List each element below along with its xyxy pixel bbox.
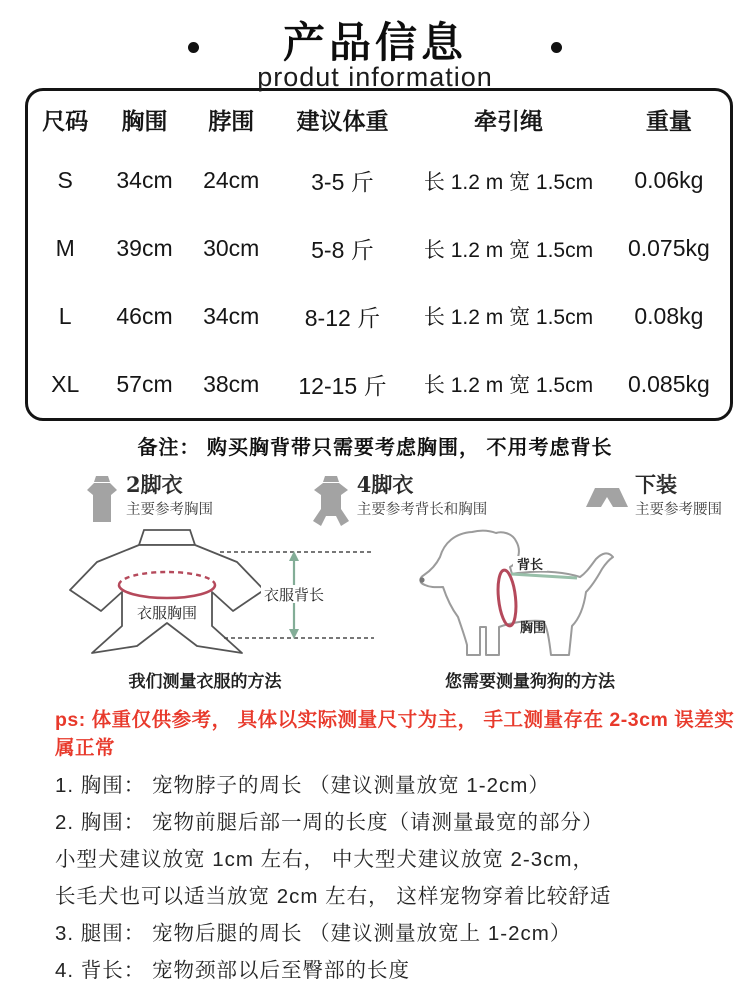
garment-collar	[139, 530, 195, 545]
bottoms-garment-icon	[586, 488, 628, 512]
cell-chest: 57cm	[116, 370, 173, 397]
col-header-neck: 脖围	[208, 107, 255, 134]
table-row-s	[28, 147, 730, 215]
page-header	[0, 0, 750, 93]
measurement-diagrams	[0, 526, 750, 698]
cell-leash: 长 1.2 m 宽 1.5cm	[423, 374, 594, 398]
cell-size: S	[57, 167, 73, 194]
cell-weight-range: 3-5 斤	[311, 169, 374, 196]
measurement-notes	[0, 772, 750, 994]
page-subtitle: produt information	[257, 62, 493, 93]
cell-weight: 0.075kg	[627, 235, 710, 262]
col-header-weight-range: 建议体重	[296, 107, 389, 134]
cell-weight: 0.08kg	[634, 302, 704, 329]
note-line-1: 1. 胸围： 宠物脖子的周长 （建议测量放宽 1-2cm）	[55, 774, 550, 797]
ps-warning-text: ps: 体重仅供参考， 具体以实际测量尺寸为主， 手工测量存在 2-3cm 误差实属正常	[55, 709, 735, 759]
garment-diagram-caption: 我们测量衣服的方法	[128, 672, 282, 692]
note-line-5: 3. 腿围： 宠物后腿的周长 （建议测量放宽上 1-2cm）	[55, 922, 572, 945]
cell-size: L	[58, 302, 72, 329]
note-line-6: 4. 背长： 宠物颈部以后至臀部的长度	[55, 959, 410, 982]
cell-size: XL	[51, 370, 80, 397]
legend-desc: 主要参考腰围	[635, 502, 722, 519]
legend-item-4-leg	[312, 474, 488, 528]
col-header-weight: 重量	[645, 107, 692, 134]
cell-leash: 长 1.2 m 宽 1.5cm	[423, 306, 594, 330]
table-row-m	[28, 215, 730, 283]
cell-neck: 38cm	[203, 370, 260, 397]
cell-weight: 0.06kg	[634, 167, 704, 194]
garment-back-label: 衣服背长	[263, 586, 325, 604]
cell-chest: 39cm	[116, 235, 173, 262]
cell-neck: 34cm	[203, 302, 260, 329]
legend-title: 下装	[635, 472, 677, 497]
dog-measure-diagram	[405, 526, 715, 696]
garment-chest-label: 衣服胸围	[136, 604, 198, 622]
garment-measure-diagram	[52, 526, 387, 696]
cell-leash: 长 1.2 m 宽 1.5cm	[423, 170, 594, 194]
cell-chest: 46cm	[116, 302, 173, 329]
cell-size: M	[55, 235, 75, 262]
col-header-size: 尺码	[42, 107, 89, 134]
col-header-leash: 牵引绳	[473, 107, 543, 134]
two-leg-garment-icon	[85, 476, 119, 523]
cell-leash: 长 1.2 m 宽 1.5cm	[423, 238, 594, 262]
table-row-xl	[28, 350, 730, 418]
four-leg-garment-icon	[312, 476, 350, 528]
cell-weight-range: 5-8 斤	[311, 237, 374, 264]
title-right-dot-icon	[551, 42, 562, 53]
cell-weight-range: 8-12 斤	[304, 304, 381, 331]
dog-nose-icon	[419, 577, 424, 582]
note-line-2: 2. 胸围： 宠物前腿后部一周的长度（请测量最宽的部分）	[55, 811, 604, 834]
legend-item-2-leg	[85, 474, 213, 523]
remark-text: 备注： 购买胸背带只需要考虑胸围， 不用考虑背长	[137, 437, 613, 459]
note-line-3: 小型犬建议放宽 1cm 左右， 中大型犬建议放宽 2-3cm，	[55, 848, 594, 871]
size-table-header-row	[28, 91, 730, 147]
size-table	[25, 88, 733, 421]
cell-weight: 0.085kg	[627, 370, 710, 397]
cell-neck: 24cm	[203, 167, 260, 194]
dog-outline	[420, 531, 613, 655]
cell-chest: 34cm	[116, 167, 173, 194]
legend-title: 4脚衣	[356, 472, 414, 497]
cell-neck: 30cm	[203, 235, 260, 262]
dog-chest-label: 胸围	[519, 621, 547, 636]
garment-type-legend	[0, 460, 750, 522]
legend-item-bottoms	[586, 474, 722, 519]
page-title: 产品信息	[282, 19, 467, 66]
dog-back-label: 背长	[516, 558, 544, 573]
note-line-4: 长毛犬也可以适当放宽 2cm 左右， 这样宠物穿着比较舒适	[55, 885, 612, 908]
title-left-dot-icon	[188, 42, 199, 53]
legend-desc: 主要参考背长和胸围	[356, 502, 488, 519]
legend-desc: 主要参考胸围	[126, 502, 213, 519]
cell-weight-range: 12-15 斤	[298, 372, 387, 399]
col-header-chest: 胸围	[121, 107, 168, 134]
table-row-l	[28, 283, 730, 351]
dog-diagram-caption: 您需要测量狗狗的方法	[445, 672, 615, 692]
legend-title: 2脚衣	[126, 472, 183, 497]
